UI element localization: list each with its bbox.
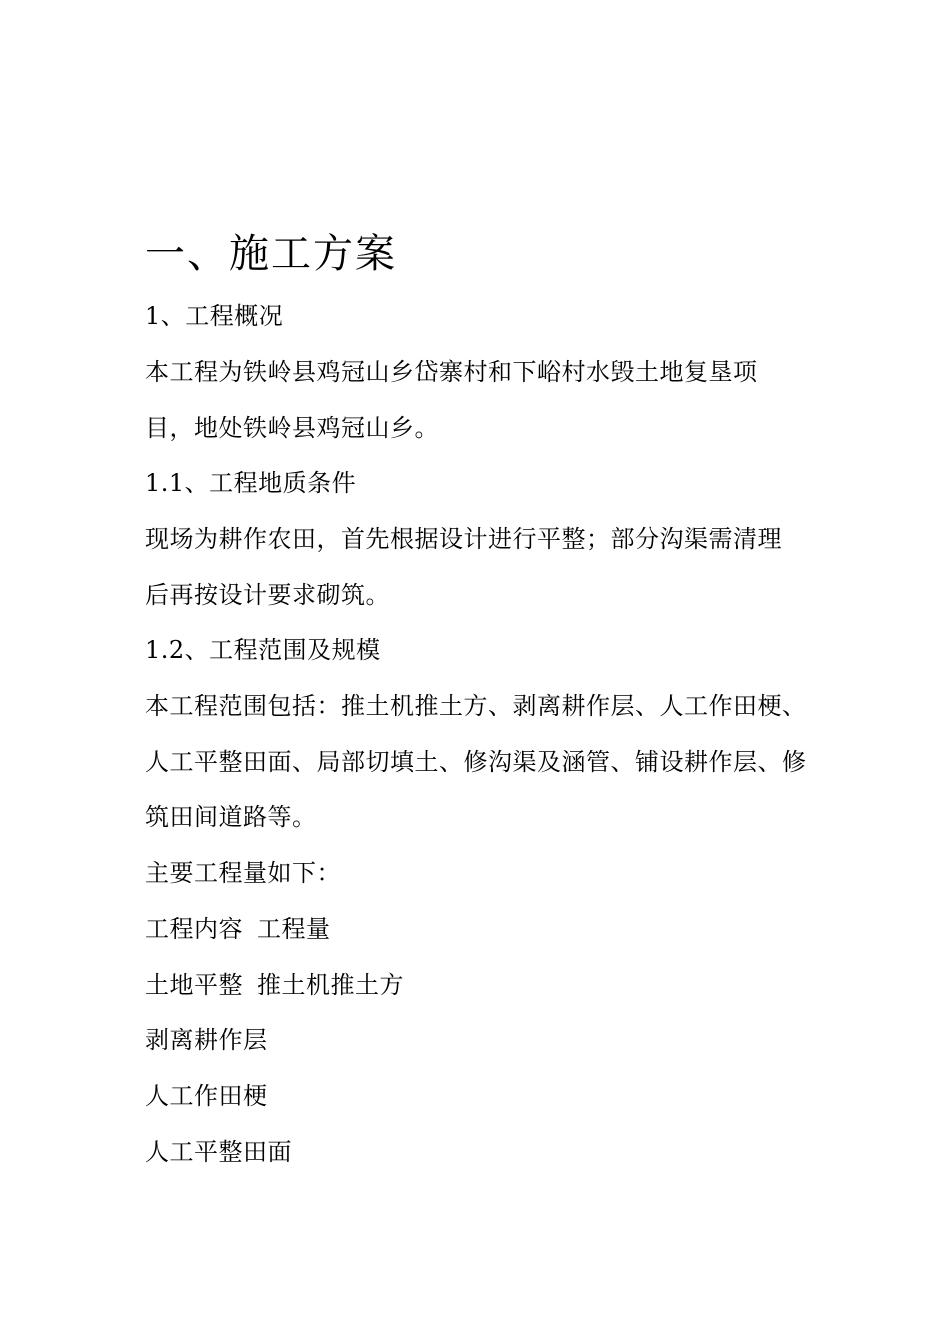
table-cell-content: 剥离耕作层 [145,1026,268,1054]
section-1-2-body-line-1: 本工程范围包括：推土机推土方、剥离耕作层、人工作田梗、 [145,692,807,720]
section-1-body-line-2: 目，地处铁岭县鸡冠山乡。 [145,414,439,442]
table-row [145,1025,268,1055]
table-header-col2: 工程量 [257,915,331,943]
table-cell-content: 人工平整田面 [145,1138,292,1166]
section-1-title: 1、工程概况 [145,302,284,330]
table-row [145,1137,292,1167]
table-row [145,1081,268,1111]
section-1-1-body-line-1: 现场为耕作农田，首先根据设计进行平整；部分沟渠需清理 [145,525,782,553]
section-1-1-body-line-2: 后再按设计要求砌筑。 [145,581,390,609]
section-1-body-line-1: 本工程为铁岭县鸡冠山乡岱寨村和下峪村水毁土地复垦项 [145,358,758,386]
table-cell-content: 土地平整 [145,971,243,999]
quantities-intro: 主要工程量如下： [145,859,341,887]
section-1-2-body-line-2: 人工平整田面、局部切填土、修沟渠及涵管、铺设耕作层、修 [145,748,807,776]
table-row [145,970,404,1000]
section-1-1-title: 1.1、工程地质条件 [145,469,357,497]
table-cell-content: 人工作田梗 [145,1082,268,1110]
document-heading: 一、施工方案 [145,231,397,277]
section-1-2-title: 1.2、工程范围及规模 [145,636,381,664]
table-header-col1: 工程内容 [145,915,243,943]
table-header-row [145,914,331,944]
section-1-2-body-line-3: 筑田间道路等。 [145,803,317,831]
table-cell-quantity: 推土机推土方 [257,971,404,999]
